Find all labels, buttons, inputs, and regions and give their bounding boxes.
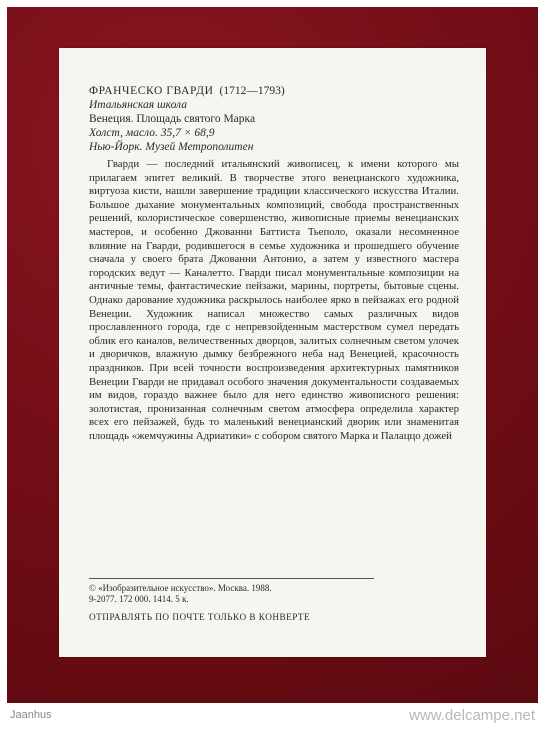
- artist-title: [89, 84, 285, 98]
- artist-dates: (1712—1793): [219, 85, 285, 97]
- school-label: Итальянская школа: [89, 99, 187, 111]
- work-title: Венеция. Площадь святого Марка: [89, 113, 256, 125]
- card-footer: [89, 583, 310, 623]
- site-watermark: www.delcampe.net: [409, 707, 535, 724]
- print-info-line: 9-2077. 172 000. 1414. 5 к.: [89, 594, 189, 604]
- card-header: [89, 84, 285, 154]
- artist-name: ФРАНЧЕСКО ГВАРДИ: [89, 85, 214, 97]
- mail-note: ОТПРАВЛЯТЬ ПО ПОЧТЕ ТОЛЬКО В КОНВЕРТЕ: [89, 612, 311, 622]
- publisher-line: © «Изобразительное искусство». Москва. 1988.: [89, 583, 272, 593]
- postcard-back: [59, 48, 486, 657]
- seller-watermark: Jaanhus: [10, 709, 52, 721]
- footer-divider: [89, 578, 374, 579]
- museum-label: Нью-Йорк. Музей Метрополитен: [89, 141, 254, 153]
- medium-label: Холст, масло. 35,7 × 68,9: [89, 127, 215, 139]
- description-text: Гварди — последний итальянский живописец, к имени которого мы прилагаем эпитет великий. В творчестве этого венецианского художника, виртуоза кисти, нашли завершение традиции классического искусства Италии. Большое дыхание монументальных композиций, свобода пространственных решений, колористическое совершенство, живописные приемы венецианских мастеров, и особенно Джованни Баттиста Тьеполо, оказали несомненное влияние на Гварди, родившегося в семье художника и прошедшего обучение сначала у своего брата Джованни Антонио, а затем у известного мастера городских ведут — Каналетто. Гварди писал монументальные композиции на античные темы, фантастические пейзажи, марины, портреты, бытовые сцены. Однако дарование художника раскрылось наиболее ярко в пейзажах его родной Венеции. Художник написал множество самых различных видов прославленного города, где с непревзойденным мастерством сумел передать облик его каналов, величественных дворцов, залитых солнечным светом улочек и дворичков, влажную дымку безбрежного неба над Венецией, красочность праздников. При всей точности воспроизведения архитектурных памятников Венеции Гварди не придавал особого значения документальности создаваемых им видов, гораздо важнее было для него единство живописного решения: золотистая, пронизанная солнечным светом атмосфера определила характер всех его пейзажей, будь то маленький венецианский дворик или знаменитая площадь «жемчужины Адриатики» с собором святого Марка и Палаццо дожей: [89, 158, 459, 442]
